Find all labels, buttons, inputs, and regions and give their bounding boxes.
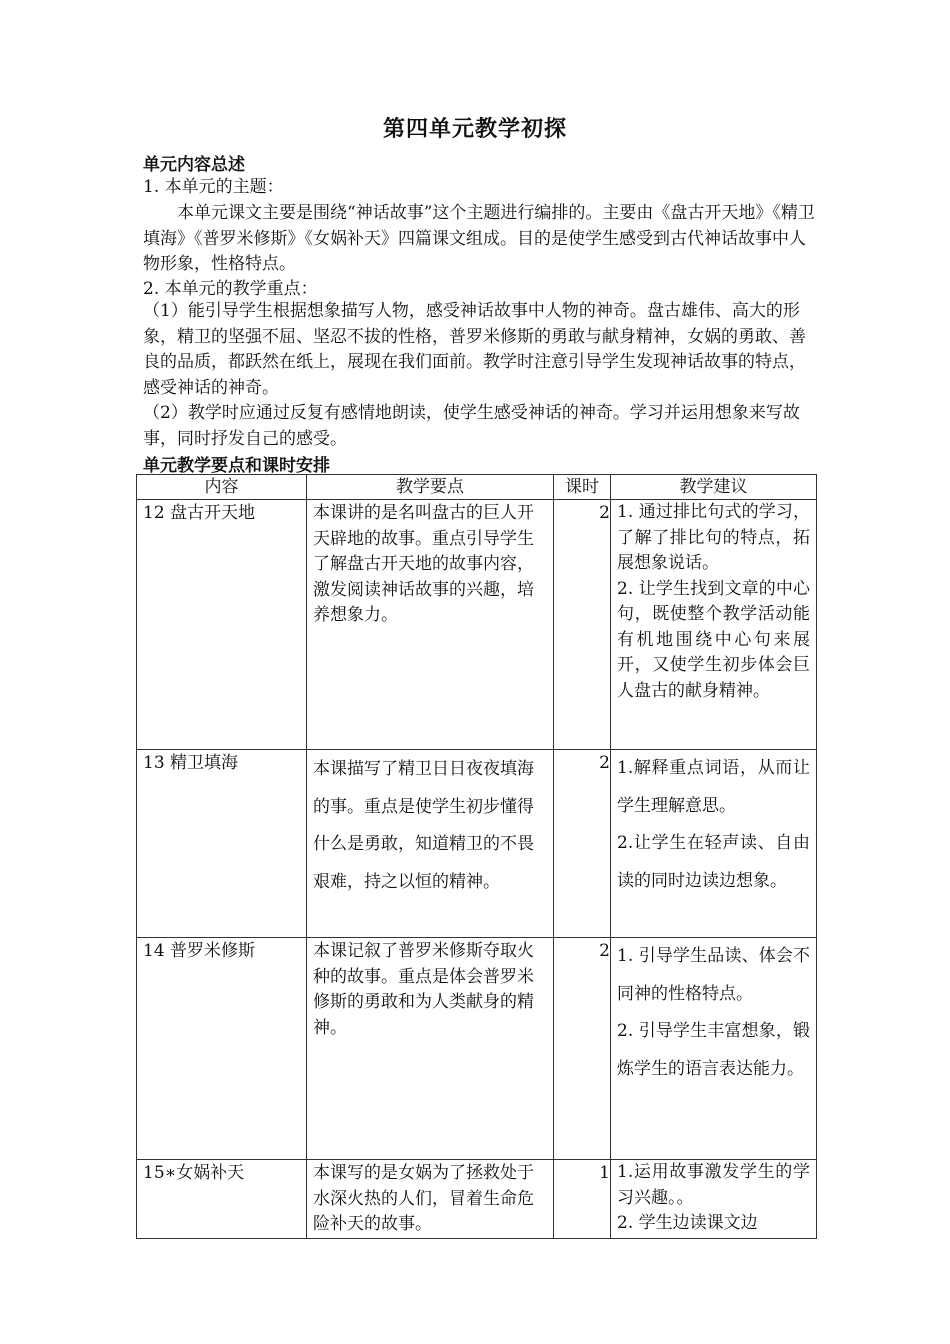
- theme-paragraph: 本单元课文主要是围绕“神话故事”这个主题进行编排的。主要由《盘古开天地》《精卫填海》《普罗米修斯》《女娲补天》四篇课文组成。目的是使学生感受到古代神话故事中人物形象，性格特点。: [143, 203, 815, 274]
- suggestion-item: 2.让学生在轻声读、自由读的同时边读边想象。: [617, 833, 810, 891]
- suggestion-item: 1.运用故事激发学生的学习兴趣。。: [617, 1162, 810, 1208]
- lesson-table: [136, 474, 817, 1239]
- cell-hours: 2: [554, 938, 611, 1160]
- cell-suggestions: [611, 1160, 817, 1239]
- theme-label: 1. 本单元的主题：: [143, 177, 284, 197]
- focus-paragraph-2: （2）教学时应通过反复有感情地朗读，使学生感受神话的神奇。学习并运用想象来写故事，同时抒发自己的感受。: [143, 403, 800, 449]
- suggestion-item: 1. 通过排比句式的学习，了解了排比句的特点，拓展想象说话。: [617, 502, 810, 573]
- cell-key-points: 本课讲的是名叫盘古的巨人开天辟地的故事。重点引导学生了解盘古开天地的故事内容，激发阅读神话故事的兴趣，培养想象力。: [307, 500, 554, 750]
- header-hours: 课时: [554, 475, 611, 500]
- cell-content: 13 精卫填海: [137, 750, 307, 938]
- cell-key-points: 本课描写了精卫日日夜夜填海的事。重点是使学生初步懂得什么是勇敢，知道精卫的不畏艰难，持之以恒的精神。: [307, 750, 554, 938]
- cell-suggestions: [611, 750, 817, 938]
- suggestion-item: 1. 引导学生品读、体会不同神的性格特点。: [617, 946, 810, 1004]
- suggestion-item: 2. 学生边读课文边: [617, 1213, 758, 1233]
- header-content: 内容: [137, 475, 307, 500]
- section-heading-overview: 单元内容总述: [143, 155, 245, 175]
- cell-suggestions: [611, 500, 817, 750]
- cell-key-points: 本课写的是女娲为了拯救处于水深火热的人们，冒着生命危险补天的故事。: [307, 1160, 554, 1239]
- cell-suggestions: [611, 938, 817, 1160]
- cell-content: 12 盘古开天地: [137, 500, 307, 750]
- suggestion-item: 2. 让学生找到文章的中心句，既使整个教学活动能有机地围绕中心句来展开，又使学生初步体会巨人盘古的献身精神。: [617, 578, 810, 701]
- focus-label: 2. 本单元的教学重点：: [143, 279, 318, 299]
- table-row: [137, 938, 817, 1160]
- table-header-row: [137, 475, 817, 500]
- suggestion-item: 2. 引导学生丰富想象，锻炼学生的语言表达能力。: [617, 1021, 810, 1079]
- cell-content: 14 普罗米修斯: [137, 938, 307, 1160]
- focus-paragraph-1: （1）能引导学生根据想象描写人物，感受神话故事中人物的神奇。盘古雄伟、高大的形象，精卫的坚强不屈、坚忍不拔的性格，普罗米修斯的勇敢与献身精神，女娲的勇敢、善良的品质，都跃然在纸上，展现在我们面前。教学时注意引导学生发现神话故事的特点，感受神话的神奇。: [143, 301, 806, 398]
- cell-hours: 2: [554, 500, 611, 750]
- cell-key-points: 本课记叙了普罗米修斯夺取火种的故事。重点是体会普罗米修斯的勇敢和为人类献身的精神。: [307, 938, 554, 1160]
- cell-content: 15∗女娲补天: [137, 1160, 307, 1239]
- table-row: [137, 1160, 817, 1239]
- section-heading-schedule: 单元教学要点和课时安排: [143, 456, 330, 476]
- header-key-points: 教学要点: [307, 475, 554, 500]
- table-row: [137, 500, 817, 750]
- suggestion-item: 1.解释重点词语，从而让学生理解意思。: [617, 758, 810, 816]
- cell-hours: 2: [554, 750, 611, 938]
- cell-hours: 1: [554, 1160, 611, 1239]
- page-title: 第四单元教学初探: [382, 116, 567, 142]
- header-suggestions: 教学建议: [611, 475, 817, 500]
- table-row: [137, 750, 817, 938]
